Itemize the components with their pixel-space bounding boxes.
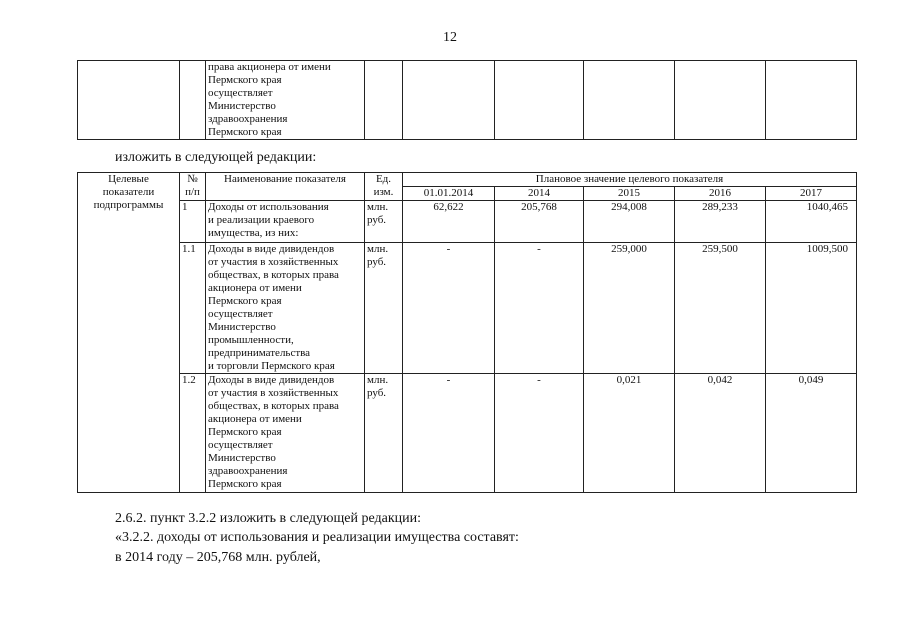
row-value: -	[495, 243, 584, 374]
row-value: 259,500	[675, 243, 766, 374]
header-year: 2016	[675, 187, 766, 201]
header-year: 2014	[495, 187, 584, 201]
table-row	[78, 243, 857, 374]
continued-cell	[675, 61, 766, 140]
continued-cell	[766, 61, 857, 140]
table-row	[78, 374, 857, 493]
row-value: -	[495, 374, 584, 493]
intro-text: изложить в следующей редакции:	[115, 150, 317, 165]
row-number: 1	[180, 201, 206, 243]
header-number: № п/п	[180, 173, 206, 201]
continued-name-cell: права акционера от имени Пермского края осуществляет Министерство здравоохранения Пермского края	[206, 61, 365, 140]
row-unit: млн. руб.	[365, 243, 403, 374]
header-year: 2015	[584, 187, 675, 201]
continued-cell	[365, 61, 403, 140]
row-value: 62,622	[403, 201, 495, 243]
row-indicator-name: Доходы в виде дивидендов от участия в хозяйственных обществах, в которых права акционера от имени Пермского края осуществляет Министерство промышленности, предпринимательства и торговли Пермского края	[206, 243, 365, 374]
row-indicator-name: Доходы в виде дивидендов от участия в хозяйственных обществах, в которых права акционера от имени Пермского края осуществляет Министерство здравоохранения Пермского края	[206, 374, 365, 493]
row-value: 0,042	[675, 374, 766, 493]
row-unit: млн. руб.	[365, 374, 403, 493]
row-value: 205,768	[495, 201, 584, 243]
continued-cell	[584, 61, 675, 140]
row-value: 294,008	[584, 201, 675, 243]
paragraph-2-6-2: 2.6.2. пункт 3.2.2 изложить в следующей редакции:	[115, 511, 421, 526]
header-indicator-name: Наименование показателя	[206, 173, 365, 201]
header-year: 01.01.2014	[403, 187, 495, 201]
row-number: 1.1	[180, 243, 206, 374]
continued-table	[77, 60, 857, 140]
header-year: 2017	[766, 187, 857, 201]
continued-cell	[403, 61, 495, 140]
indicators-table	[77, 172, 857, 493]
row-value: 0,021	[584, 374, 675, 493]
paragraph-3-2-2: «3.2.2. доходы от использования и реализации имущества составят:	[115, 530, 519, 545]
row-value: 289,233	[675, 201, 766, 243]
continued-cell	[180, 61, 206, 140]
row-value: -	[403, 243, 495, 374]
header-target-indicators: Целевые показатели подпрограммы	[78, 173, 180, 493]
header-plan-value: Плановое значение целевого показателя	[403, 173, 857, 187]
row-value: 259,000	[584, 243, 675, 374]
paragraph-2014: в 2014 году – 205,768 млн. рублей,	[115, 550, 321, 565]
header-unit: Ед. изм.	[365, 173, 403, 201]
continued-cell	[495, 61, 584, 140]
page-number: 12	[443, 30, 457, 45]
row-value: 1009,500	[766, 243, 857, 374]
table-row	[78, 201, 857, 243]
row-value: 1040,465	[766, 201, 857, 243]
row-number: 1.2	[180, 374, 206, 493]
continued-cell	[78, 61, 180, 140]
row-value: 0,049	[766, 374, 857, 493]
row-indicator-name: Доходы от использования и реализации краевого имущества, из них:	[206, 201, 365, 243]
row-value: -	[403, 374, 495, 493]
row-unit: млн. руб.	[365, 201, 403, 243]
